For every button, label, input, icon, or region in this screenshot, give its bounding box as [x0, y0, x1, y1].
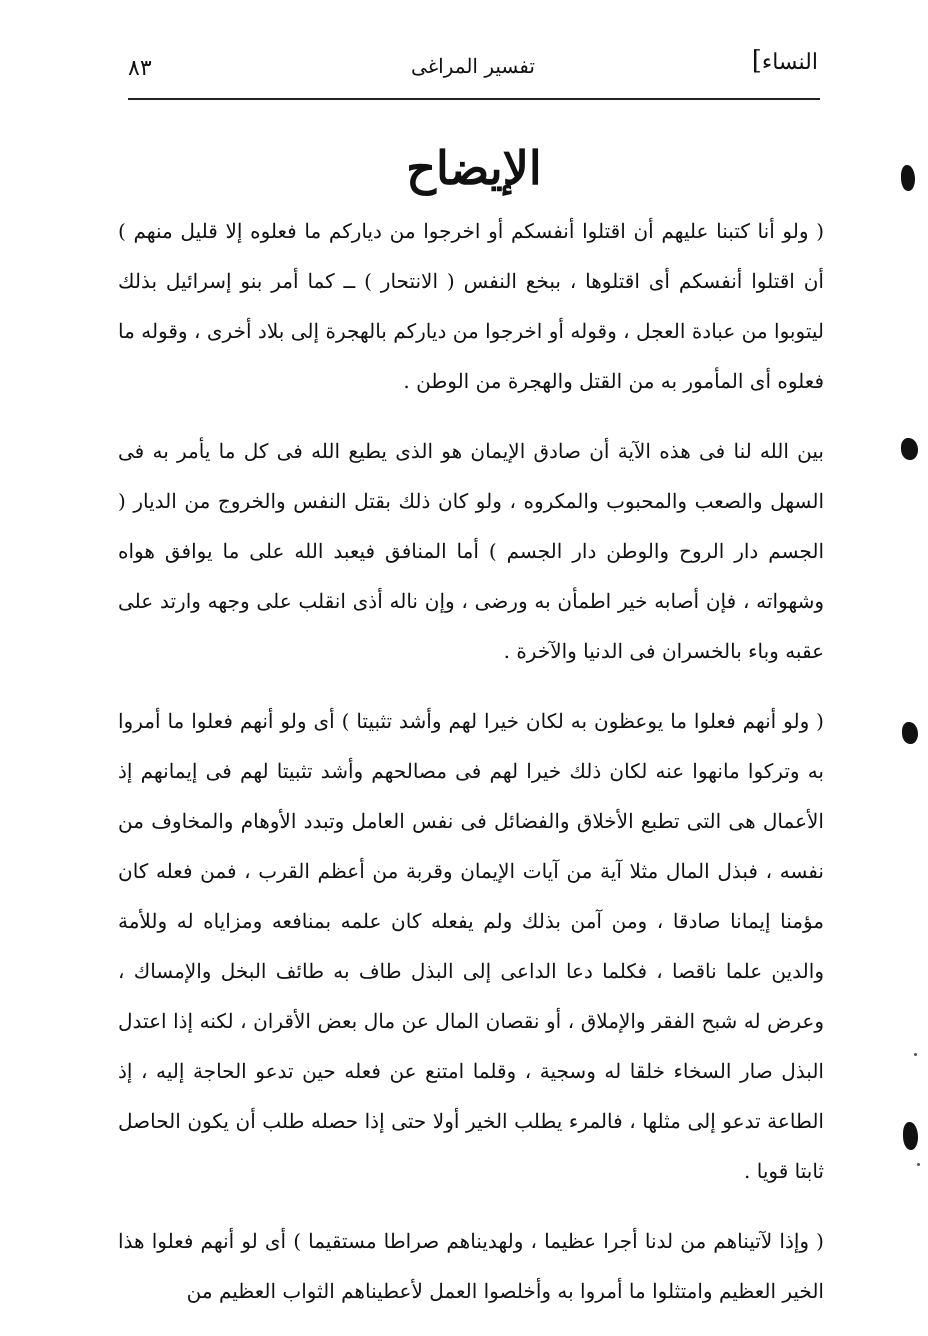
scan-speck [917, 1163, 920, 1166]
paragraph-1: ( ولو أنا كتبنا عليهم أن اقتلوا أنفسكم أو اخرجوا من دياركم ما فعلوه إلا قليل منهم ) أن اقتلوا أنفسكم أى اقتلوها ، ببخع النفس ( الانتحار ) ــ كما أمر بنو إسرائيل بذلك ليتوبوا من عبادة العجل ، وقوله أو اخرجوا من دياركم بالهجرة إلى بلاد أخرى ، وقوله ما فعلوه أى المأمور به من القتل والهجرة من الوطن . [118, 219, 824, 393]
running-header-surah [746, 46, 818, 78]
paragraph-3: ( ولو أنهم فعلوا ما يوعظون به لكان خيرا لهم وأشد تثبيتا ) أى ولو أنهم فعلوا ما أمروا به وتركوا مانهوا عنه لكان ذلك خيرا لهم فى مصالحهم وأشد تثبيتا لهم فى إيمانهم إذ الأعمال هى التى تطبع الأخلاق والفضائل فى نفس العامل وتبدد الأوهام والمخاوف من نفسه ، فبذل المال مثلا آية من آيات الإيمان وقربة من أعظم القرب ، فمن فعله كان مؤمنا إيمانا صادقا ، ومن آمن بذلك ولم يفعله كان علمه بمنافعه ومزاياه له وللأمة والدين علما ناقصا ، فكلما دعا الداعى إلى البذل طاف به طائف البخل والإمساك ، وعرض له شبح الفقر والإملاق ، أو نقصان المال عن مال بعض الأقران ، لكنه إذا اعتدل البذل صار السخاء خلقا له وسجية ، وقلما امتنع عن فعله حين تدعو الحاجة إليه ، إذ الطاعة تدعو إلى مثلها ، فالمرء يطلب الخير أولا حتى إذا حصله طلب أن يكون الحاصل ثابتا قويا . [118, 709, 824, 1183]
page-number: ٨٣ [128, 56, 152, 81]
binding-hole-mark [903, 1122, 918, 1150]
binding-hole-mark [902, 722, 918, 744]
running-header-book-title: تفسير المراغى [411, 54, 535, 78]
header-rule [128, 98, 820, 100]
page-header [128, 44, 818, 100]
body-text [118, 206, 824, 1336]
section-title: الإيضاح [406, 141, 542, 195]
paragraph-4: ( وإذا لآتيناهم من لدنا أجرا عظيما ، ولهديناهم صراطا مستقيما ) أى لو أنهم فعلوا هذا الخير العظيم وامتثلوا ما أمروا به وأخلصوا العمل لأعطيناهم الثواب العظيم من [118, 1229, 824, 1303]
binding-hole-mark [901, 165, 915, 191]
paragraph-2: بين الله لنا فى هذه الآية أن صادق الإيمان هو الذى يطيع الله فى كل ما يأمر به فى السهل والصعب والمحبوب والمكروه ، ولو كان ذلك بقتل النفس والخروج من الديار ( الجسم دار الروح والوطن دار الجسم ) أما المنافق فيعبد الله على ما يوافق هواه وشهواته ، فإن أصابه خير اطمأن به ورضى ، وإن ناله أذى انقلب على وجهه وارتد على عقبه وباء بالخسران فى الدنيا والآخرة . [118, 439, 824, 663]
header-bracket: ] [751, 46, 762, 76]
scan-speck [914, 1053, 917, 1056]
binding-hole-mark [901, 438, 918, 460]
surah-name: النساء [761, 50, 818, 75]
